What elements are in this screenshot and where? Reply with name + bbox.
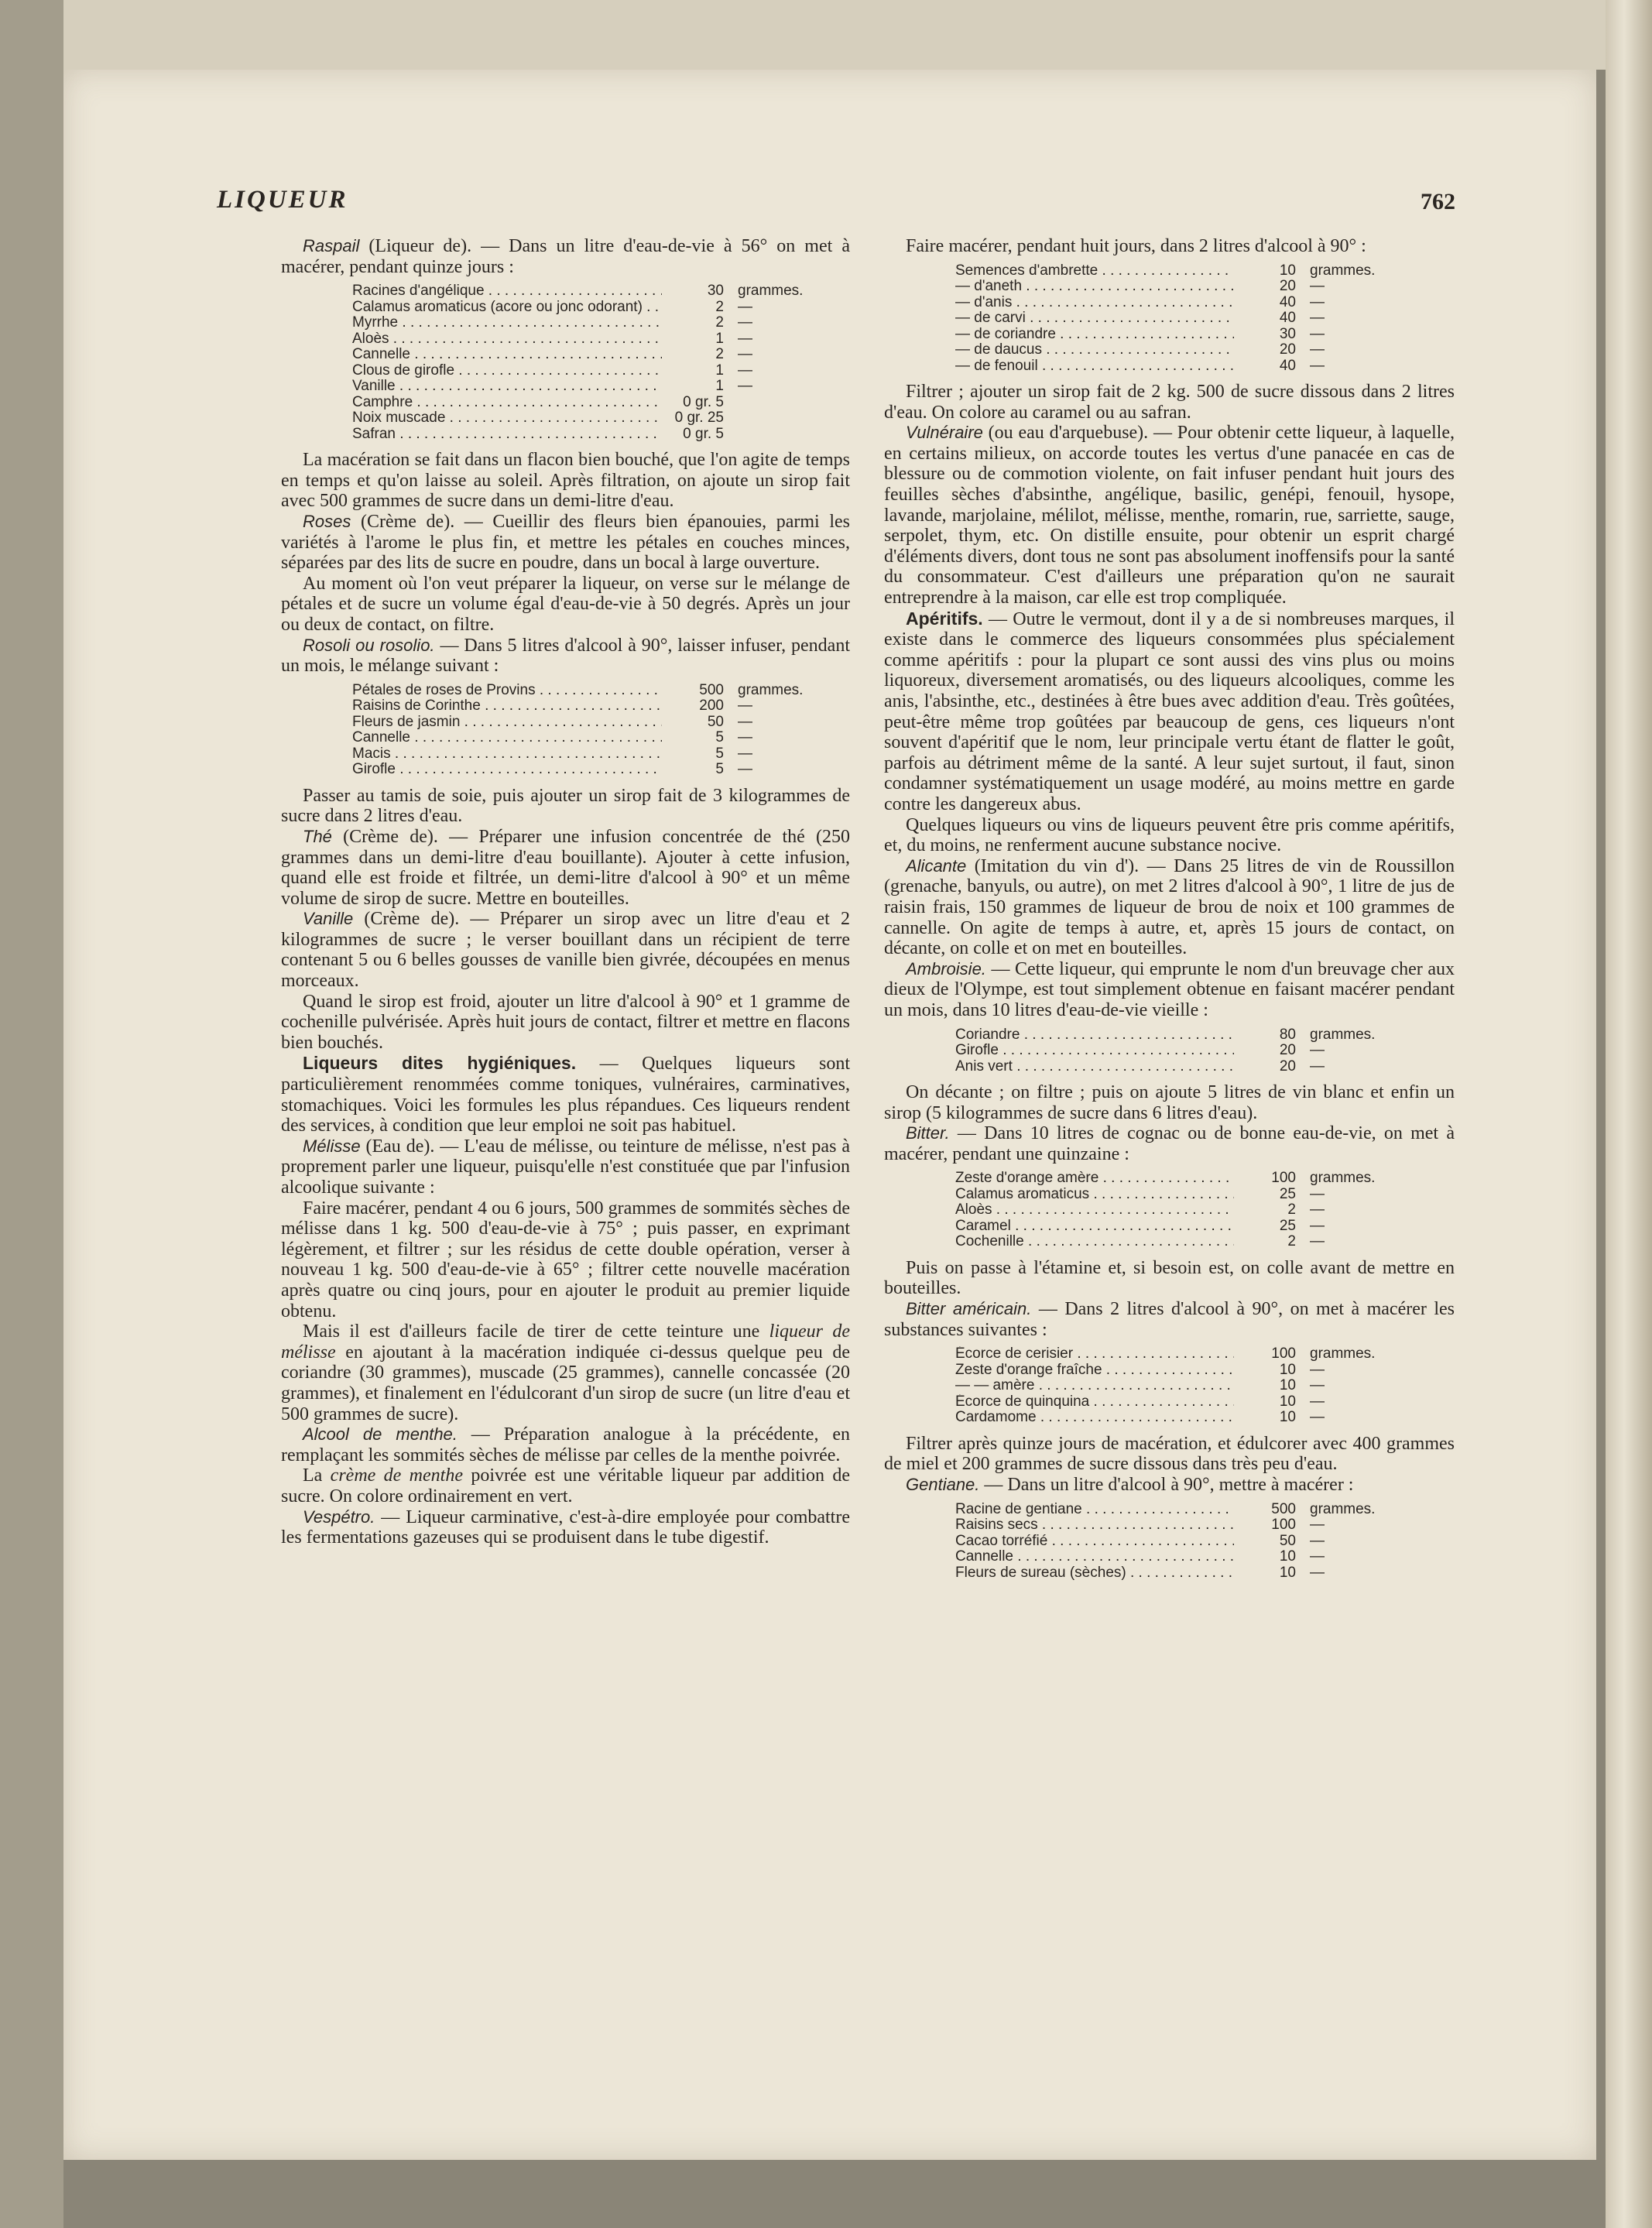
ingredient-unit: — [1310,1517,1325,1534]
ingredient-quantity: 1 [715,378,724,395]
entry-keyword: Bitter. [906,1123,950,1143]
ingredient-quantity: 1 [715,362,724,379]
ingredient-unit: — [1310,1361,1325,1378]
paragraph: Quand le sirop est froid, ajouter un litre d'alcool à 90° et 1 gramme de cochenille pulvérisée. Après huit jours de contact, filtrer et mettre en flacons bien bouchés. [281,991,850,1053]
ingredient-name: — de daucus . . . [955,342,1234,358]
ingredient-name: Aloès . . . [955,1202,1234,1219]
ingredient-name: Écorce de cerisier . . . [955,1346,1234,1363]
ingredient-quantity: 0 gr. 5 [683,425,724,442]
ingredient-quantity: 20 [1279,341,1296,358]
ingredient-name: Noix muscade . . . [352,410,662,427]
ingredient-unit: — [1310,341,1325,358]
ingredient-unit: — [738,745,752,762]
paragraph: Mais il est d'ailleurs facile de tirer de cette teinture une liqueur de mélisse en ajoutant à la macération indiquée ci-dessus quelque peu de coriandre (30 grammes), muscade (25 grammes), cannelle concassée (20 grammes), et finalement en l'édulcorant d'un sirop de sucre (un litre d'eau et 500 grammes de sucre). [281,1321,850,1424]
ingredient-quantity: 5 [715,745,724,762]
ingredient-name: Safran . . . [352,427,662,443]
entry-keyword: Vulnéraire [906,423,983,443]
ingredient-unit: — [1310,325,1325,342]
ingredient-name: Zeste d'orange amère . . . [955,1171,1234,1187]
ingredient-unit: — [1310,1217,1325,1234]
ingredient-quantity: 10 [1279,1393,1296,1410]
ingredient-row [955,1363,1455,1379]
paragraph: Vespétro. — Liqueur carminative, c'est-à-dire employée pour combattre les fermentations gazeuses qui se produisent dans le tube digestif. [281,1506,850,1548]
paragraph: Raspail (Liqueur de). — Dans un litre d'eau-de-vie à 56° on met à macérer, pendant quinze jours : [281,236,850,277]
ingredient-name: — d'aneth . . . [955,279,1234,295]
ingredient-unit: grammes. [738,681,804,698]
entry-keyword: Mélisse [303,1136,361,1156]
section-heading: Liqueurs dites hygiéniques. [303,1053,577,1074]
ingredient-unit: — [738,713,752,730]
ingredient-row [955,1059,1455,1075]
ingredient-quantity: 500 [699,681,724,698]
paragraph: Filtrer ; ajouter un sirop fait de 2 kg. 500 de sucre dissous dans 2 litres d'eau. On colore au caramel ou au safran. [884,382,1455,423]
ingredient-quantity: 50 [707,713,724,730]
paragraph: Mélisse (Eau de). — L'eau de mélisse, ou teinture de mélisse, n'est pas à proprement parler une liqueur, puisqu'elle n'est constituée que par l'infusion alcoolique suivante : [281,1136,850,1198]
ingredient-name: — de fenouil . . . [955,358,1234,375]
paragraph: Filtrer après quinze jours de macération, et édulcorer avec 400 grammes de miel et 200 grammes de sucre dissous dans très peu d'eau. [884,1433,1455,1475]
ingredient-row [352,427,850,443]
entry-keyword: Alicante [906,855,967,876]
ingredient-unit: — [738,378,752,395]
ingredient-quantity: 0 gr. 25 [674,410,724,427]
ingredient-quantity: 10 [1279,1377,1296,1394]
ingredient-row [955,1202,1455,1219]
ingredient-unit: — [738,330,752,347]
ingredient-quantity: 2 [715,346,724,363]
ingredient-unit: — [1310,1185,1325,1202]
ingredient-row [955,1187,1455,1203]
ingredient-unit: — [1310,278,1325,295]
ingredient-quantity: 10 [1279,1361,1296,1378]
ingredient-quantity: 2 [715,314,724,331]
paragraph: Ambroisie. — Cette liqueur, qui emprunte le nom d'un breuvage cher aux dieux de l'Olympe, est tout simplement obtenue en faisant macérer pendant un mois, dans 10 litres d'eau-de-vie vieille : [884,958,1455,1020]
ingredient-unit: — [1310,1377,1325,1394]
paragraph: Alcool de menthe. — Préparation analogue à la précédente, en remplaçant les sommités sèches de mélisse par celles de la menthe poivrée. [281,1424,850,1465]
ingredient-row [955,1394,1455,1410]
ingredient-list [955,1027,1455,1075]
ingredient-unit: — [1310,1564,1325,1581]
ingredient-row [955,358,1455,375]
ingredient-quantity: 40 [1279,310,1296,327]
ingredient-quantity: 100 [1271,1170,1296,1187]
ingredient-name: Cannelle . . . [955,1549,1234,1565]
ingredient-list [352,283,850,442]
ingredient-row [955,295,1455,311]
ingredient-row [955,1171,1455,1187]
ingredient-row [955,1502,1455,1518]
ingredient-row [352,715,850,731]
ingredient-unit: — [1310,310,1325,327]
paragraph: Bitter américain. — Dans 2 litres d'alcool à 90°, on met à macérer les substances suivantes : [884,1299,1455,1340]
paragraph: Vulnéraire (ou eau d'arquebuse). — Pour obtenir cette liqueur, à laquelle, en certains milieux, on accorde toutes les vertus d'une panacée en cas de blessure ou de commotion violente, on fait infuser pendant huit jours des feuilles sèches d'absinthe, angélique, basilic, genépi, fenouil, hysope, lavande, marjolaine, mélilot, mélisse, menthe, romarin, rue, sarriette, sauge, serpolet, thym, etc. On distille ensuite, pour obtenir un esprit chargé d'éléments divers, dont tous ne sont pas absolument inoffensifs pour la santé du consommateur. C'est d'ailleurs une préparation qu'on ne saurait entreprendre à la maison, car elle est trop compliquée. [884,423,1455,608]
ingredient-name: Raisins de Corinthe . . . [352,698,662,715]
ingredient-quantity: 10 [1279,1548,1296,1565]
ingredient-name: Vanille . . . [352,379,662,395]
ingredient-row [955,1517,1455,1534]
ingredient-quantity: 2 [1287,1201,1296,1219]
paragraph: Quelques liqueurs ou vins de liqueurs peuvent être pris comme apéritifs, et, du moins, ne renferment aucune substance nocive. [884,814,1455,856]
ingredient-name: Calamus aromaticus (acore ou jonc odorant) . . . [352,300,662,316]
ingredient-unit: — [738,314,752,331]
entry-keyword: Rosoli ou rosolio. [303,635,435,655]
ingredient-quantity: 40 [1279,293,1296,310]
ingredient-row [352,698,850,715]
ingredient-name: — de carvi . . . [955,310,1234,327]
ingredient-quantity: 500 [1271,1500,1296,1517]
ingredient-row [955,1549,1455,1565]
ingredient-unit: — [1310,1042,1325,1058]
paragraph: La macération se fait dans un flacon bien bouché, que l'on agite de temps en temps et qu'on laisse au soleil. Après filtration, on ajoute un sirop fait avec 500 grammes de sucre dans un demi-litre d'eau. [281,450,850,512]
entry-keyword: Raspail [303,236,360,255]
ingredient-name: Écorce de quinquina . . . [955,1394,1234,1410]
ingredient-name: Aloès . . . [352,331,662,348]
ingredient-quantity: 30 [707,283,724,300]
ingredient-name: Fleurs de jasmin . . . [352,715,662,731]
paragraph: Alicante (Imitation du vin d'). — Dans 25 litres de vin de Roussillon (grenache, banyuls, ou autre), on met 2 litres d'alcool à 90°, 1 litre de jus de raisin frais, 150 grammes de liqueur de brou de noix et 100 grammes de cannelle. On agite de temps à autre, et, après 15 jours de contact, on décante, on colle et on met en bouteilles. [884,855,1455,959]
ingredient-quantity: 10 [1279,1409,1296,1426]
ingredient-unit: grammes. [738,283,804,300]
ingredient-row [352,379,850,395]
entry-keyword: Vanille [303,909,354,929]
ingredient-list [955,1346,1455,1426]
ingredient-row [352,746,850,763]
ingredient-row [352,331,850,348]
ingredient-quantity: 2 [1287,1233,1296,1250]
ingredient-row [955,1378,1455,1394]
ingredient-name: Cardamome . . . [955,1410,1234,1426]
paragraph: Bitter. — Dans 10 litres de cognac ou de bonne eau-de-vie, on met à macérer, pendant une quinzaine : [884,1123,1455,1164]
ingredient-name: Caramel . . . [955,1219,1234,1235]
ingredient-quantity: 80 [1279,1026,1296,1043]
ingredient-quantity: 20 [1279,1057,1296,1075]
ingredient-row [352,300,850,316]
ingredient-row [955,327,1455,343]
ingredient-row [955,1565,1455,1582]
paragraph: Thé (Crème de). — Préparer une infusion concentrée de thé (250 grammes dans un demi-litre d'eau bouillante). Ajouter à cette infusion, quand elle est froide et filtrée, un demi-litre d'alcool à 90° et un même volume de sirop de sucre. Mettre en bouteilles. [281,826,850,909]
ingredient-row [955,1043,1455,1059]
ingredient-unit: — [1310,1057,1325,1075]
ingredient-unit: — [1310,1409,1325,1426]
ingredient-name: Anis vert . . . [955,1059,1234,1075]
ingredient-quantity: 5 [715,729,724,746]
left-edge [0,0,63,2228]
ingredient-row [955,1346,1455,1363]
ingredient-row [352,347,850,363]
ingredient-row [352,395,850,411]
ingredient-name: Racine de gentiane . . . [955,1502,1234,1518]
paragraph: Faire macérer, pendant 4 ou 6 jours, 500 grammes de sommités sèches de mélisse dans 1 kg. 500 d'eau-de-vie à 75° ; puis passer, en exprimant légèrement, et filtrer ; sur les résidus de cette double opération, verser à nouveau 1 kg. 500 d'eau-de-vie à 65° ; filtrer cette nouvelle macération après quatre ou cinq jours, pour en ajouter le produit au premier liquide obtenu. [281,1198,850,1321]
ingredient-name: Zeste d'orange fraîche . . . [955,1363,1234,1379]
page-number: 762 [1421,189,1455,214]
ingredient-name: Raisins secs . . . [955,1517,1234,1534]
ingredient-quantity: 25 [1279,1185,1296,1202]
ingredient-quantity: 10 [1279,262,1296,279]
ingredient-name: Camphre . . . [352,395,662,411]
ingredient-quantity: 100 [1271,1517,1296,1534]
ingredient-unit: — [738,729,752,746]
left-column [281,236,850,1548]
ingredient-row [955,1234,1455,1250]
ingredient-list [955,1502,1455,1582]
ingredient-name: Fleurs de sureau (sèches) . . . [955,1565,1234,1582]
paragraph: Puis on passe à l'étamine et, si besoin est, on colle avant de mettre en bouteilles. [884,1257,1455,1299]
ingredient-row [955,1534,1455,1550]
ingredient-unit: grammes. [1310,1026,1376,1043]
ingredient-unit: — [1310,1201,1325,1219]
ingredient-quantity: 40 [1279,357,1296,374]
ingredient-name: Macis . . . [352,746,662,763]
ingredient-unit: grammes. [1310,1170,1376,1187]
ingredient-unit: grammes. [1310,1345,1376,1363]
ingredient-list [955,263,1455,375]
paragraph: Roses (Crème de). — Cueillir des fleurs bien épanouies, parmi les variétés à l'arome le plus fin, et mettre les pétales en couches minces, séparées par des lits de sucre en poudre, dans un bocal à large ouverture. [281,511,850,574]
ingredient-quantity: 20 [1279,278,1296,295]
paragraph: Vanille (Crème de). — Préparer un sirop avec un litre d'eau et 2 kilogrammes de sucre ; le verser bouillant dans un récipient de terre contenant 5 ou 6 belles gousses de vanille bien givrée, découpées en menus morceaux. [281,909,850,992]
ingredient-name: Calamus aromaticus . . . [955,1187,1234,1203]
ingredient-name: Clous de girofle . . . [352,363,662,379]
ingredient-unit: — [1310,293,1325,310]
paragraph: On décante ; on filtre ; puis on ajoute 5 litres de vin blanc et enfin un sirop (5 kilogrammes de sucre dans 6 litres d'eau). [884,1082,1455,1123]
ingredient-row [352,410,850,427]
entry-keyword: Thé [303,826,332,846]
ingredient-name: Cochenille . . . [955,1234,1234,1250]
ingredient-quantity: 2 [715,298,724,315]
book-spine [1606,0,1652,2228]
paragraph: La crème de menthe poivrée est une véritable liqueur par addition de sucre. On colore ordinairement en vert. [281,1465,851,1506]
paragraph: Passer au tamis de soie, puis ajouter un sirop fait de 3 kilogrammes de sucre dans 2 litres d'eau. [281,785,850,827]
ingredient-name: Myrrhe . . . [352,315,662,331]
ingredient-list [955,1171,1455,1250]
ingredient-row [955,263,1455,279]
ingredient-name: Racines d'angélique . . . [352,283,662,300]
ingredient-row [955,1410,1455,1426]
ingredient-unit: — [738,362,752,379]
ingredient-name: Pétales de roses de Provins . . . [352,683,662,699]
ingredient-name: Girofle . . . [352,762,662,778]
entry-keyword: Ambroisie. [906,958,986,979]
ingredient-unit: — [1310,1393,1325,1410]
section-heading: Apéritifs. [906,608,983,629]
ingredient-row [955,342,1455,358]
page-header [217,186,1455,217]
ingredient-row [955,279,1455,295]
ingredient-row [955,1219,1455,1235]
ingredient-row [352,730,850,746]
ingredient-name: Girofle . . . [955,1043,1234,1059]
entry-keyword: Bitter américain. [906,1299,1032,1319]
paragraph: Rosoli ou rosolio. — Dans 5 litres d'alcool à 90°, laisser infuser, pendant un mois, le mélange suivant : [281,635,851,677]
paragraph: Au moment où l'on veut préparer la liqueur, on verse sur le mélange de pétales et de sucre un volume égal d'eau-de-vie à 50 degrés. Après un jour ou deux de contact, on filtre. [281,573,850,635]
ingredient-row [352,683,850,699]
ingredient-quantity: 20 [1279,1042,1296,1058]
paragraph: Faire macérer, pendant huit jours, dans 2 litres d'alcool à 90° : [906,236,1366,256]
ingredient-quantity: 30 [1279,325,1296,342]
entry-keyword: Vespétro. [303,1506,375,1527]
ingredient-list [352,683,850,778]
paragraph: Liqueurs dites hygiéniques. — Quelques liqueurs sont particulièrement renommées comme toniques, vulnéraires, carminatives, stomachiques. Voici les formules les plus répandues. Ces liqueurs rendent des services, à condition que leur emploi ne soit pas habituel. [281,1053,850,1136]
ingredient-unit: — [738,761,752,778]
ingredient-row [352,315,850,331]
ingredient-quantity: 10 [1279,1564,1296,1581]
ingredient-quantity: 200 [699,698,724,715]
entry-keyword: Alcool de menthe. [303,1424,458,1445]
ingredient-quantity: 100 [1271,1345,1296,1363]
ingredient-row [352,283,850,300]
ingredient-name: Semences d'ambrette . . . [955,263,1234,279]
ingredient-name: Cannelle . . . [352,347,662,363]
ingredient-name: Coriandre . . . [955,1027,1234,1044]
ingredient-quantity: 50 [1279,1532,1296,1549]
ingredient-name: — — amère . . . [955,1378,1234,1394]
ingredient-name: — de coriandre . . . [955,327,1234,343]
ingredient-unit: — [738,346,752,363]
ingredient-unit: — [1310,357,1325,374]
ingredient-unit: — [738,698,752,715]
entry-keyword: Roses [303,511,351,531]
ingredient-row [955,310,1455,327]
ingredient-row [352,363,850,379]
ingredient-row [955,1027,1455,1044]
ingredient-quantity: 1 [715,330,724,347]
ingredient-row [352,762,850,778]
ingredient-quantity: 0 gr. 5 [683,393,724,410]
top-edge [63,0,1612,70]
ingredient-unit: — [1310,1532,1325,1549]
ingredient-unit: — [1310,1233,1325,1250]
ingredient-unit: grammes. [1310,262,1376,279]
running-title: LIQUEUR [217,186,348,214]
paragraph: Apéritifs. — Outre le vermout, dont il y a de si nombreuses marques, il existe dans le commerce des liqueurs consommées plus spécialement comme apéritifs : pour la plupart ce sont aussi des vins plus ou moins liquoreux, diversement aromatisés, ou des liqueurs alcooliques, comme les anis, l'absinthe, etc., destinées à être bues avec addition d'eau. Très goûtées, peut-être même trop goûtées par beaucoup de gens, ces liqueurs n'ont souvent d'apéritif que le nom, leur principale vertu étant de flatter le goût, parfois au détriment même de la santé. A leur sujet surtout, il faut, sinon condamner systématiquement un usage modéré, au moins mettre en garde contre les dangereux abus. [884,608,1455,814]
right-column [884,236,1455,1589]
ingredient-quantity: 25 [1279,1217,1296,1234]
ingredient-name: Cannelle . . . [352,730,662,746]
ingredient-unit: — [738,298,752,315]
ingredient-unit: grammes. [1310,1500,1376,1517]
paragraph: Gentiane. — Dans un litre d'alcool à 90°, mettre à macérer : [906,1474,1354,1495]
entry-keyword: Gentiane. [906,1474,980,1494]
ingredient-quantity: 5 [715,761,724,778]
ingredient-unit: — [1310,1548,1325,1565]
ingredient-name: — d'anis . . . [955,295,1234,311]
ingredient-name: Cacao torréfié . . . [955,1534,1234,1550]
